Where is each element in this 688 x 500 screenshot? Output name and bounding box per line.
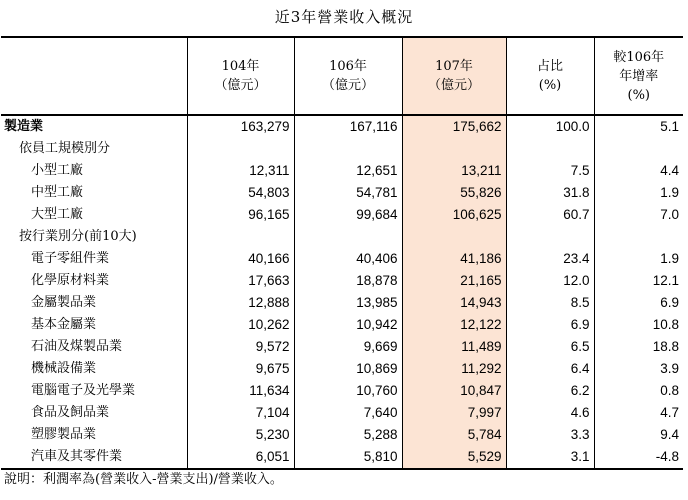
header-104-line1: 104年	[221, 59, 260, 74]
cell-value-106: 10,869	[294, 358, 402, 380]
cell-value-106: 99,684	[294, 204, 402, 226]
cell-value-107: 11,292	[402, 358, 506, 380]
cell-value-107: 21,165	[402, 270, 506, 292]
table-row	[1, 424, 683, 446]
cell-share: 4.6	[506, 402, 594, 424]
cell-growth: 3.9	[594, 358, 683, 380]
table-body	[1, 115, 683, 469]
cell-value-106: 5,288	[294, 424, 402, 446]
header-107	[402, 37, 506, 115]
table-row	[1, 115, 683, 138]
cell-value-107: 106,625	[402, 204, 506, 226]
table-row	[1, 292, 683, 314]
cell-share: 31.8	[506, 182, 594, 204]
cell-value-106	[294, 138, 402, 160]
cell-share: 12.0	[506, 270, 594, 292]
cell-value-107: 12,122	[402, 314, 506, 336]
table-row	[1, 358, 683, 380]
header-104	[187, 37, 294, 115]
header-106-line2: （億元）	[321, 78, 374, 93]
row-label: 金屬製品業	[31, 295, 97, 310]
cell-growth: 1.9	[594, 182, 683, 204]
revenue-table	[1, 36, 683, 470]
cell-value-106: 10,942	[294, 314, 402, 336]
cell-value-104: 17,663	[187, 270, 294, 292]
row-label: 按行業別分(前10大)	[19, 229, 137, 244]
cell-value-104	[187, 226, 294, 248]
row-label: 依員工規模別分	[19, 141, 111, 156]
header-growth-line1: 較106年	[613, 49, 665, 65]
header-106-line1: 106年	[329, 59, 367, 74]
header-growth-line2: 年增率	[619, 68, 659, 84]
table-row	[1, 248, 683, 270]
cell-growth: 9.4	[594, 424, 683, 446]
cell-share: 3.1	[506, 446, 594, 469]
cell-growth: 6.9	[594, 292, 683, 314]
row-label: 石油及煤製品業	[31, 339, 123, 354]
cell-value-106: 167,116	[294, 115, 402, 138]
cell-value-107: 11,489	[402, 336, 506, 358]
header-growth-line3: (%)	[627, 87, 650, 103]
cell-growth: -4.8	[594, 446, 683, 469]
cell-growth: 10.8	[594, 314, 683, 336]
row-label: 食品及飼品業	[31, 405, 110, 420]
cell-growth: 12.1	[594, 270, 683, 292]
cell-value-104: 10,262	[187, 314, 294, 336]
table-row	[1, 226, 683, 248]
cell-growth	[594, 138, 683, 160]
cell-value-104: 96,165	[187, 204, 294, 226]
cell-growth: 5.1	[594, 115, 683, 138]
cell-value-106: 40,406	[294, 248, 402, 270]
cell-value-104: 11,634	[187, 380, 294, 402]
table-row	[1, 160, 683, 182]
cell-value-107	[402, 138, 506, 160]
cell-growth: 7.0	[594, 204, 683, 226]
row-label: 基本金屬業	[31, 317, 97, 332]
cell-value-107: 5,529	[402, 446, 506, 469]
row-label: 電子零組件業	[31, 251, 110, 266]
cell-share: 7.5	[506, 160, 594, 182]
table-row	[1, 204, 683, 226]
cell-value-106: 13,985	[294, 292, 402, 314]
cell-value-107: 175,662	[402, 115, 506, 138]
cell-growth: 0.8	[594, 380, 683, 402]
cell-value-106: 10,760	[294, 380, 402, 402]
header-growth	[594, 37, 683, 115]
header-107-line2: （億元）	[427, 78, 480, 93]
cell-share: 3.3	[506, 424, 594, 446]
cell-value-106: 5,810	[294, 446, 402, 469]
cell-value-107: 55,826	[402, 182, 506, 204]
header-category	[1, 37, 187, 115]
table-row	[1, 138, 683, 160]
cell-value-104: 9,572	[187, 336, 294, 358]
header-104-line2: （億元）	[214, 78, 267, 93]
row-label: 電腦電子及光學業	[31, 383, 136, 398]
revenue-table-container	[1, 36, 683, 470]
cell-value-104: 54,803	[187, 182, 294, 204]
table-row	[1, 402, 683, 424]
cell-value-106: 18,878	[294, 270, 402, 292]
footnote: 說明：利潤率為(營業收入-營業支出)/營業收入。	[4, 472, 283, 487]
table-header-row	[1, 37, 683, 115]
cell-value-106: 9,669	[294, 336, 402, 358]
cell-share: 6.9	[506, 314, 594, 336]
cell-share: 6.2	[506, 380, 594, 402]
table-row	[1, 446, 683, 469]
table-row	[1, 270, 683, 292]
cell-value-104: 6,051	[187, 446, 294, 469]
cell-growth: 4.4	[594, 160, 683, 182]
row-label: 塑膠製品業	[31, 427, 97, 442]
header-share-line2: (%)	[538, 78, 562, 93]
cell-value-104: 5,230	[187, 424, 294, 446]
cell-value-107: 41,186	[402, 248, 506, 270]
row-label: 汽車及其零件業	[1, 446, 187, 469]
cell-share: 6.4	[506, 358, 594, 380]
cell-value-107: 13,211	[402, 160, 506, 182]
cell-value-107: 10,847	[402, 380, 506, 402]
table-row	[1, 314, 683, 336]
cell-share: 6.5	[506, 336, 594, 358]
cell-value-107: 5,784	[402, 424, 506, 446]
header-107-line1: 107年	[435, 59, 473, 74]
header-106	[294, 37, 402, 115]
row-label: 大型工廠	[31, 207, 84, 222]
cell-value-104: 7,104	[187, 402, 294, 424]
cell-share: 8.5	[506, 292, 594, 314]
row-label: 化學原材料業	[31, 273, 110, 288]
table-row	[1, 380, 683, 402]
cell-share: 23.4	[506, 248, 594, 270]
table-row	[1, 182, 683, 204]
cell-value-104: 40,166	[187, 248, 294, 270]
cell-share	[506, 226, 594, 248]
cell-value-106: 54,781	[294, 182, 402, 204]
cell-value-104: 12,888	[187, 292, 294, 314]
cell-growth: 18.8	[594, 336, 683, 358]
cell-value-106	[294, 226, 402, 248]
cell-value-107: 7,997	[402, 402, 506, 424]
cell-share: 100.0	[506, 115, 594, 138]
cell-growth: 4.7	[594, 402, 683, 424]
cell-value-104	[187, 138, 294, 160]
cell-value-107: 14,943	[402, 292, 506, 314]
row-label: 小型工廠	[31, 163, 84, 178]
table-row	[1, 336, 683, 358]
cell-share: 60.7	[506, 204, 594, 226]
row-label: 機械設備業	[31, 361, 97, 376]
cell-growth	[594, 226, 683, 248]
cell-growth: 1.9	[594, 248, 683, 270]
header-share	[506, 37, 594, 115]
header-share-line1: 占比	[536, 59, 563, 74]
cell-value-107	[402, 226, 506, 248]
cell-value-104: 163,279	[187, 115, 294, 138]
cell-value-106: 7,640	[294, 402, 402, 424]
row-label: 製造業	[4, 119, 44, 134]
cell-value-104: 9,675	[187, 358, 294, 380]
cell-value-104: 12,311	[187, 160, 294, 182]
cell-share	[506, 138, 594, 160]
cell-value-106: 12,651	[294, 160, 402, 182]
page-title: 近3年營業收入概況	[274, 8, 414, 26]
row-label: 中型工廠	[31, 185, 84, 200]
